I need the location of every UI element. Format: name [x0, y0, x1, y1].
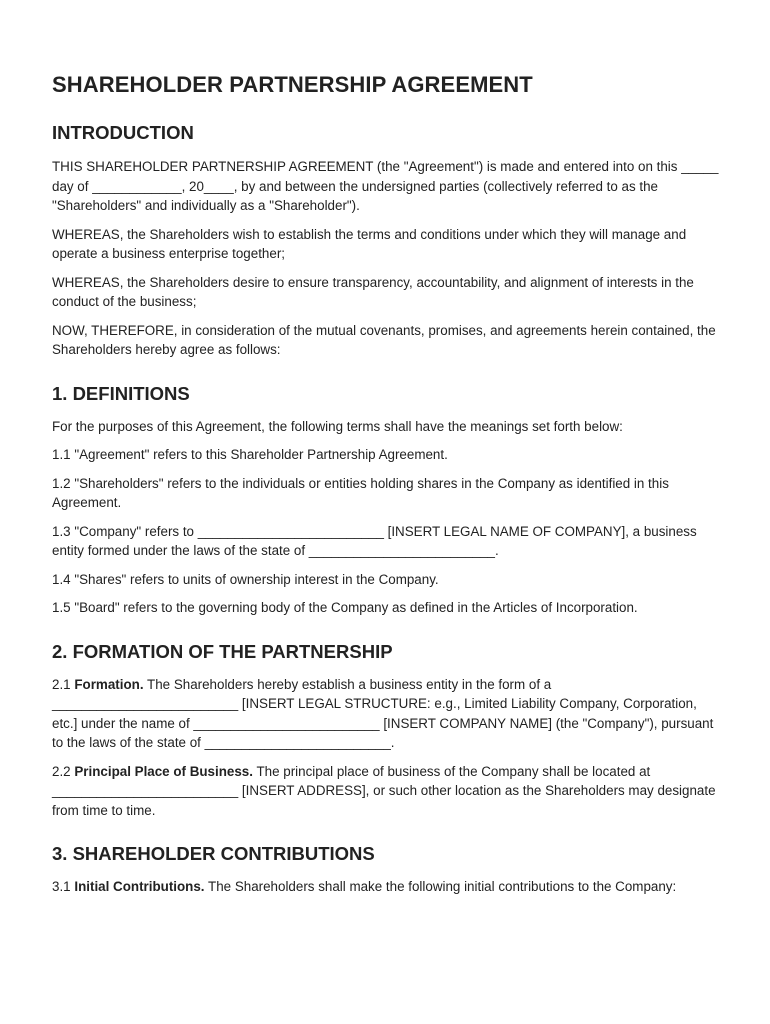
formation-section: [52, 640, 722, 821]
definitions-section: [52, 382, 722, 618]
clause-label: Initial Contributions.: [74, 879, 205, 894]
definitions-intro: For the purposes of this Agreement, the following terms shall have the meanings set forth below:: [52, 418, 623, 434]
clause-3-1: [52, 877, 722, 897]
document-title: SHAREHOLDER PARTNERSHIP AGREEMENT: [52, 72, 533, 97]
contributions-heading: 3. SHAREHOLDER CONTRIBUTIONS: [52, 843, 375, 864]
contributions-section: [52, 842, 722, 897]
clause-2-2: [52, 762, 722, 821]
definitions-heading: 1. DEFINITIONS: [52, 382, 190, 404]
formation-heading: 2. FORMATION OF THE PARTNERSHIP: [52, 640, 393, 662]
clause-number: 2.2: [52, 763, 71, 779]
whereas-paragraph-1: WHEREAS, the Shareholders wish to establish the terms and conditions under which they will manage and operate a business enterprise together;: [52, 226, 687, 261]
clause-label: Principal Place of Business.: [74, 763, 253, 779]
now-therefore-paragraph: NOW, THEREFORE, in consideration of the mutual covenants, promises, and agreements herein contained, the Shareholders hereby agree as follows:: [52, 322, 716, 357]
clause-number: 3.1: [52, 879, 71, 894]
introduction-heading: INTRODUCTION: [52, 122, 194, 143]
clause-text: The Shareholders hereby establish a business entity in the form of a _________________________ [INSERT LEGAL STRUCTURE: e.g., Limited Liability Company, Corporation, etc.] under the name of _________________________ [INSERT COMPANY NAME] (the "Company"), pursuant to the laws of the state of _________________________.: [52, 676, 714, 750]
whereas-paragraph-2: WHEREAS, the Shareholders desire to ensure transparency, accountability, and alignment of interests in the conduct of the business;: [52, 274, 694, 309]
clause-text: The Shareholders shall make the following initial contributions to the Company:: [208, 879, 677, 894]
definition-1-4: 1.4 "Shares" refers to units of ownership interest in the Company.: [52, 571, 439, 587]
definition-1-1: 1.1 "Agreement" refers to this Shareholder Partnership Agreement.: [52, 447, 448, 462]
introduction-section: [52, 121, 722, 360]
definition-1-5: 1.5 "Board" refers to the governing body of the Company as defined in the Articles of Incorporation.: [52, 600, 638, 615]
intro-paragraph: THIS SHAREHOLDER PARTNERSHIP AGREEMENT (the "Agreement") is made and entered into on this _____ day of ____________, 20____, by and between the undersigned parties (collectively referred to as the "Shareholders" and individually as a "Shareholder").: [52, 159, 719, 213]
clause-text: The principal place of business of the Company shall be located at _________________________ [INSERT ADDRESS], or such other location as the Shareholders may designate from time to time.: [52, 763, 716, 818]
definition-1-3: 1.3 "Company" refers to _________________________ [INSERT LEGAL NAME OF COMPANY], a business entity formed under the laws of the state of _________________________.: [52, 523, 697, 558]
clause-number: 2.1: [52, 676, 71, 692]
clause-label: Formation.: [74, 676, 144, 692]
definition-1-2: 1.2 "Shareholders" refers to the individuals or entities holding shares in the Company as identified in this Agreement.: [52, 475, 669, 510]
clause-2-1: [52, 675, 722, 753]
document-page: [52, 70, 722, 906]
